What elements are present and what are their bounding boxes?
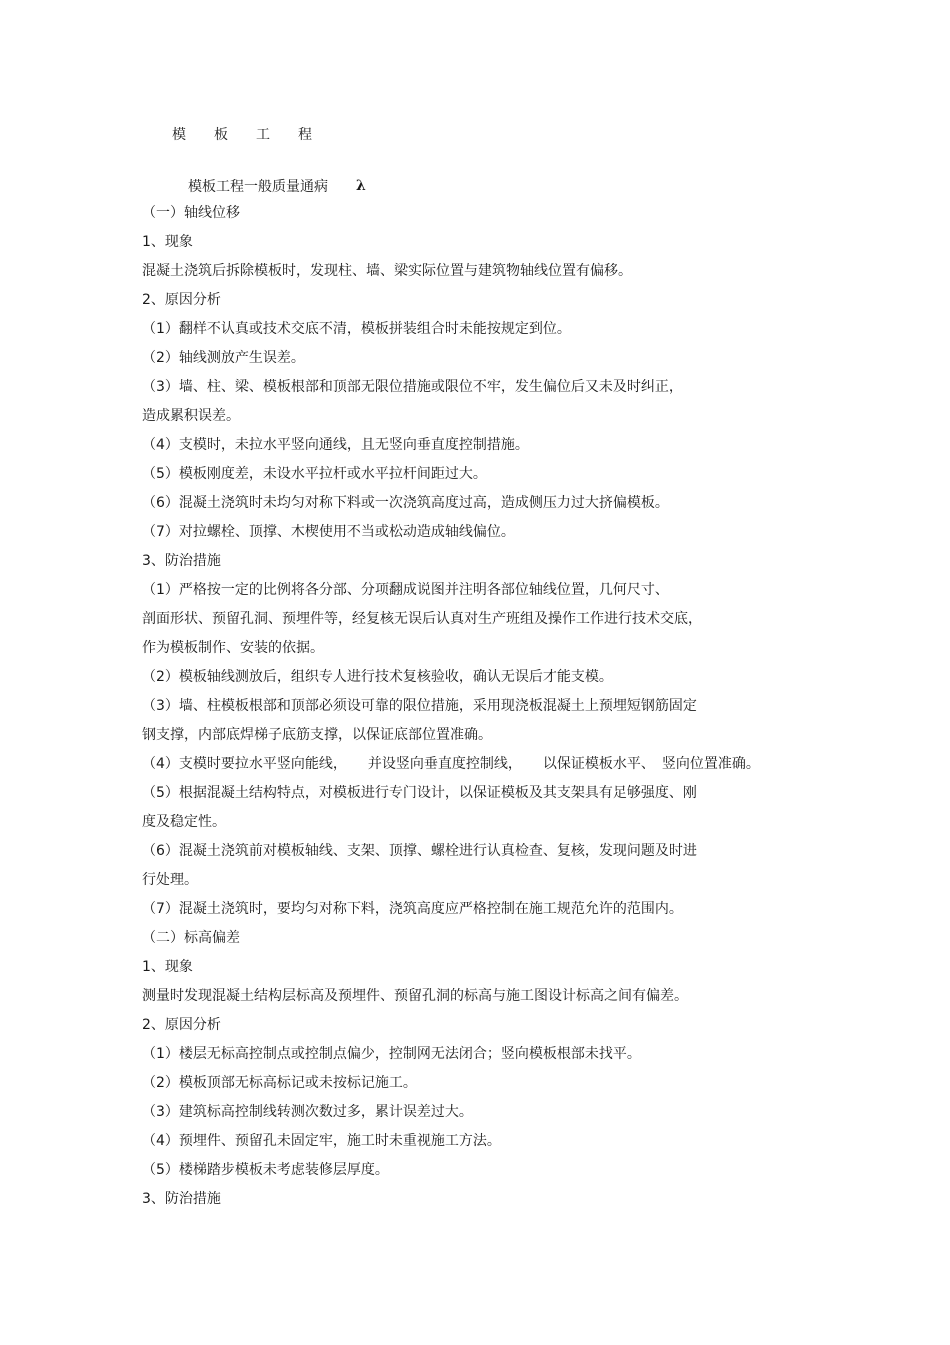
lambda-mark: λ [356, 178, 366, 194]
text-line: （2）模板顶部无标高标记或未按标记施工。 [142, 1075, 417, 1091]
section-subtitle: 模板工程一般质量通病 [188, 179, 328, 195]
text-line: 行处理。 [142, 872, 198, 888]
text-line: 造成累积误差。 [142, 408, 240, 424]
text-line: （4）支模时要拉水平竖向能线， 并设竖向垂直度控制线， 以保证模板水平、 竖向位置准确。 [142, 756, 760, 772]
text-line: 3、防治措施 [142, 1191, 221, 1207]
text-line: （6）混凝土浇筑前对模板轴线、支架、顶撑、螺栓进行认真检查、复核，发现问题及时进 [142, 843, 697, 859]
text-line: 2、原因分析 [142, 292, 221, 308]
text-line: （7）混凝土浇筑时，要均匀对称下料，浇筑高度应严格控制在施工规范允许的范围内。 [142, 901, 683, 917]
text-line: （4）支模时，未拉水平竖向通线，且无竖向垂直度控制措施。 [142, 437, 529, 453]
text-line: 2、原因分析 [142, 1017, 221, 1033]
text-line: 混凝土浇筑后拆除模板时，发现柱、墙、梁实际位置与建筑物轴线位置有偏移。 [142, 263, 632, 279]
text-line: （2）模板轴线测放后，组织专人进行技术复核验收，确认无误后才能支模。 [142, 669, 613, 685]
text-line: （二）标高偏差 [142, 930, 240, 946]
page-title: 模 板 工 程 [172, 127, 312, 143]
text-line: （5）模板刚度差，未设水平拉杆或水平拉杆间距过大。 [142, 466, 487, 482]
text-line: （1）楼层无标高控制点或控制点偏少，控制网无法闭合；竖向模板根部未找平。 [142, 1046, 641, 1062]
text-line: 作为模板制作、安装的依据。 [142, 640, 324, 656]
text-line: （5）根据混凝土结构特点，对模板进行专门设计，以保证模板及其支架具有足够强度、刚 [142, 785, 697, 801]
text-line: （7）对拉螺栓、顶撑、木楔使用不当或松动造成轴线偏位。 [142, 524, 515, 540]
text-line: 1、现象 [142, 959, 193, 975]
text-line: （一）轴线位移 [142, 205, 240, 221]
text-line: （4）预埋件、预留孔未固定牢，施工时未重视施工方法。 [142, 1133, 501, 1149]
text-line: （1）翻样不认真或技术交底不清，模板拼装组合时未能按规定到位。 [142, 321, 571, 337]
text-line: （3）墙、柱、梁、模板根部和顶部无限位措施或限位不牢，发生偏位后又未及时纠正， [142, 379, 683, 395]
text-line: 测量时发现混凝土结构层标高及预埋件、预留孔洞的标高与施工图设计标高之间有偏差。 [142, 988, 688, 1004]
text-line: （5）楼梯踏步模板未考虑装修层厚度。 [142, 1162, 389, 1178]
text-line: 3、防治措施 [142, 553, 221, 569]
text-line: （1）严格按一定的比例将各分部、分项翻成说图并注明各部位轴线位置，几何尺寸、 [142, 582, 669, 598]
text-line: 1、现象 [142, 234, 193, 250]
text-line: 钢支撑，内部底焊梯子底筋支撑，以保证底部位置准确。 [142, 727, 492, 743]
text-line: （3）墙、柱模板根部和顶部必须设可靠的限位措施，采用现浇板混凝土上预埋短钢筋固定 [142, 698, 697, 714]
text-line: （3）建筑标高控制线转测次数过多，累计误差过大。 [142, 1104, 473, 1120]
text-line: （2）轴线测放产生误差。 [142, 350, 305, 366]
text-line: 度及稳定性。 [142, 814, 226, 830]
text-line: （6）混凝土浇筑时未均匀对称下料或一次浇筑高度过高，造成侧压力过大挤偏模板。 [142, 495, 669, 511]
text-line: 剖面形状、预留孔洞、预埋件等，经复核无误后认真对生产班组及操作工作进行技术交底， [142, 611, 702, 627]
